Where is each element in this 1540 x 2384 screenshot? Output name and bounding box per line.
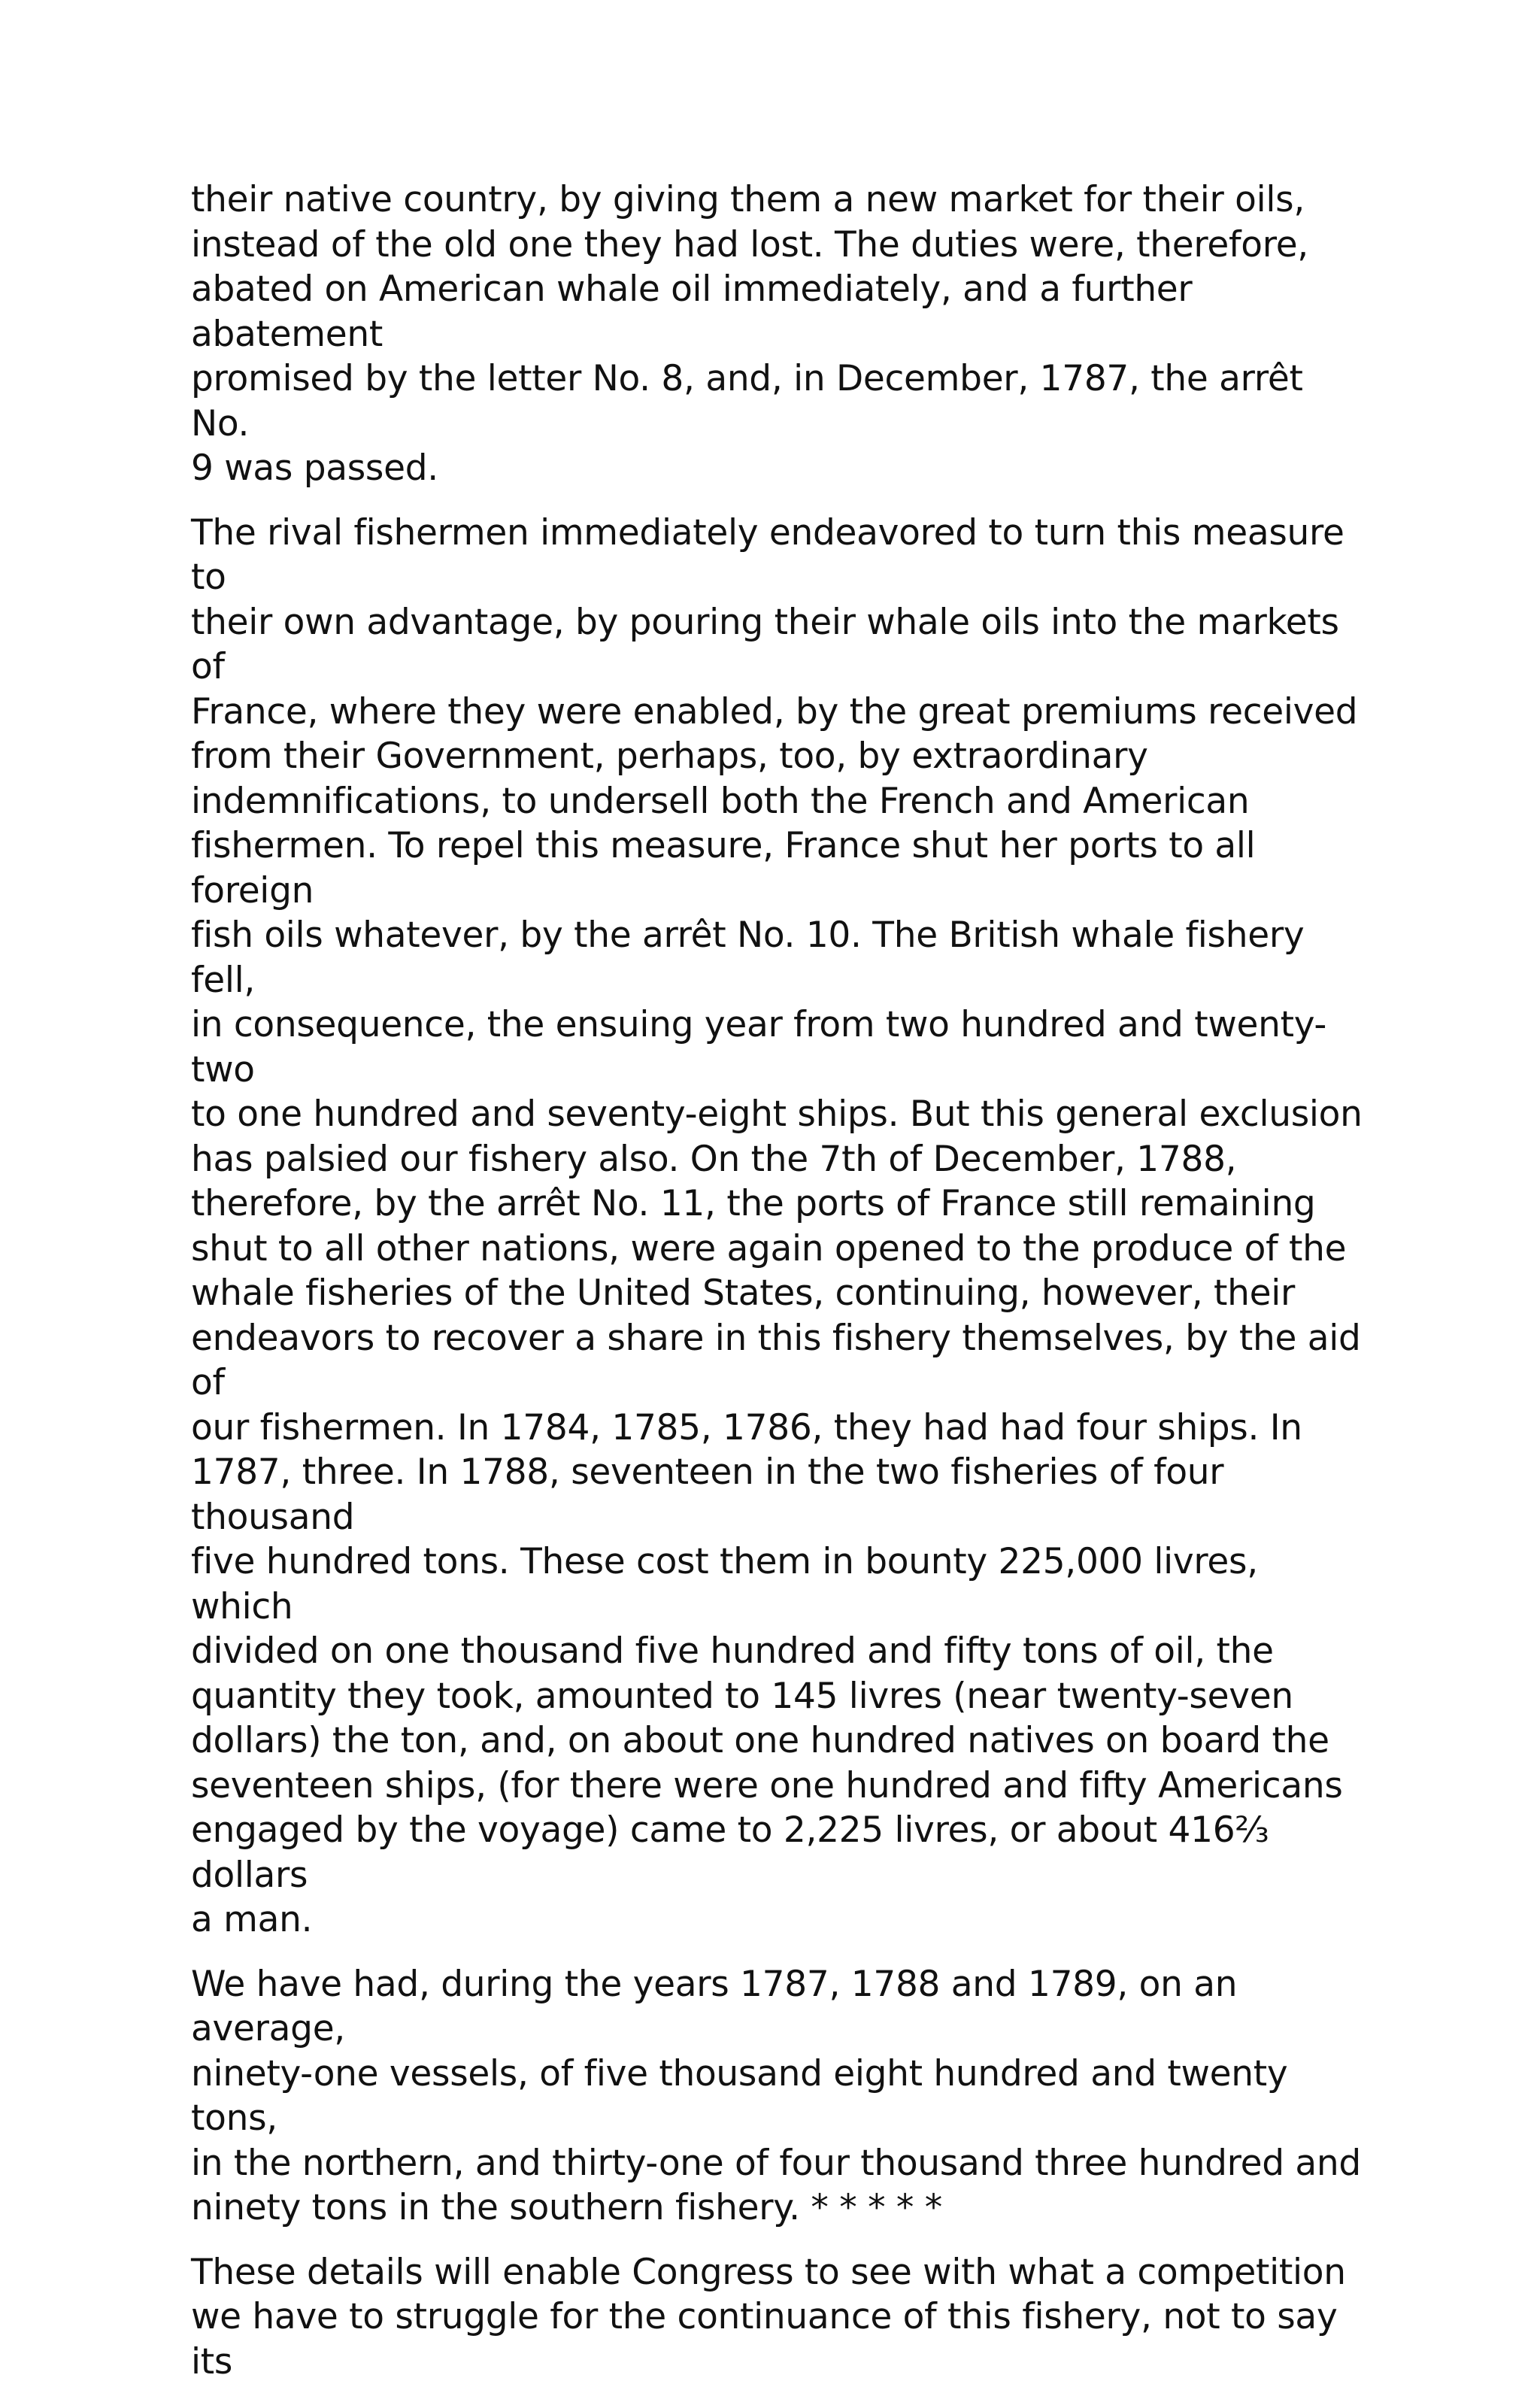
paragraph: their native country, by giving them a new market for their oils, instead of the old one they had lost. The duties were, therefore, abated on American whale oil immediately, and a further abatement promised by the letter No. 8, and, in December, 1787, the arrêt No. 9 was passed. [191,177,1364,491]
paragraph: We have had, during the years 1787, 1788 and 1789, on an average, ninety-one vessels, of five thousand eight hundred and twenty tons, in the northern, and thirty-one of four thousand three hundred and ninety tons in the southern fishery. * * * * * [191,1962,1364,2231]
body-text [191,177,1364,2384]
paragraph: The rival fishermen immediately endeavored to turn this measure to their own advantage, by pouring their whale oils into the markets of France, where they were enabled, by the great premiums received from their Government, perhaps, too, by extraordinary indemnifications, to undersell both the French and American fishermen. To repel this measure, France shut her ports to all foreign fish oils whatever, by the arrêt No. 10. The British whale fishery fell, in consequence, the ensuing year from two hundred and twenty-two to one hundred and seventy-eight ships. But this general exclusion has palsied our fishery also. On the 7th of December, 1788, therefore, by the arrêt No. 11, the ports of France still remaining shut to all other nations, were again opened to the produce of the whale fisheries of the United States, continuing, however, their endeavors to recover a share in this fishery themselves, by the aid of our fishermen. In 1784, 1785, 1786, they had had four ships. In 1787, three. In 1788, seventeen in the two fisheries of four thousand five hundred tons. These cost them in bounty 225,000 livres, which divided on one thousand five hundred and fifty tons of oil, the quantity they took, amounted to 145 livres (near twenty-seven dollars) the ton, and, on about one hundred natives on board the seventeen ships, (for there were one hundred and fifty Americans engaged by the voyage) came to 2,225 livres, or about 416⅔ dollars a man. [191,511,1364,1943]
paragraph: These details will enable Congress to see with what a competition we have to struggle for the continuance of this fishery, not to say its [191,2250,1364,2384]
